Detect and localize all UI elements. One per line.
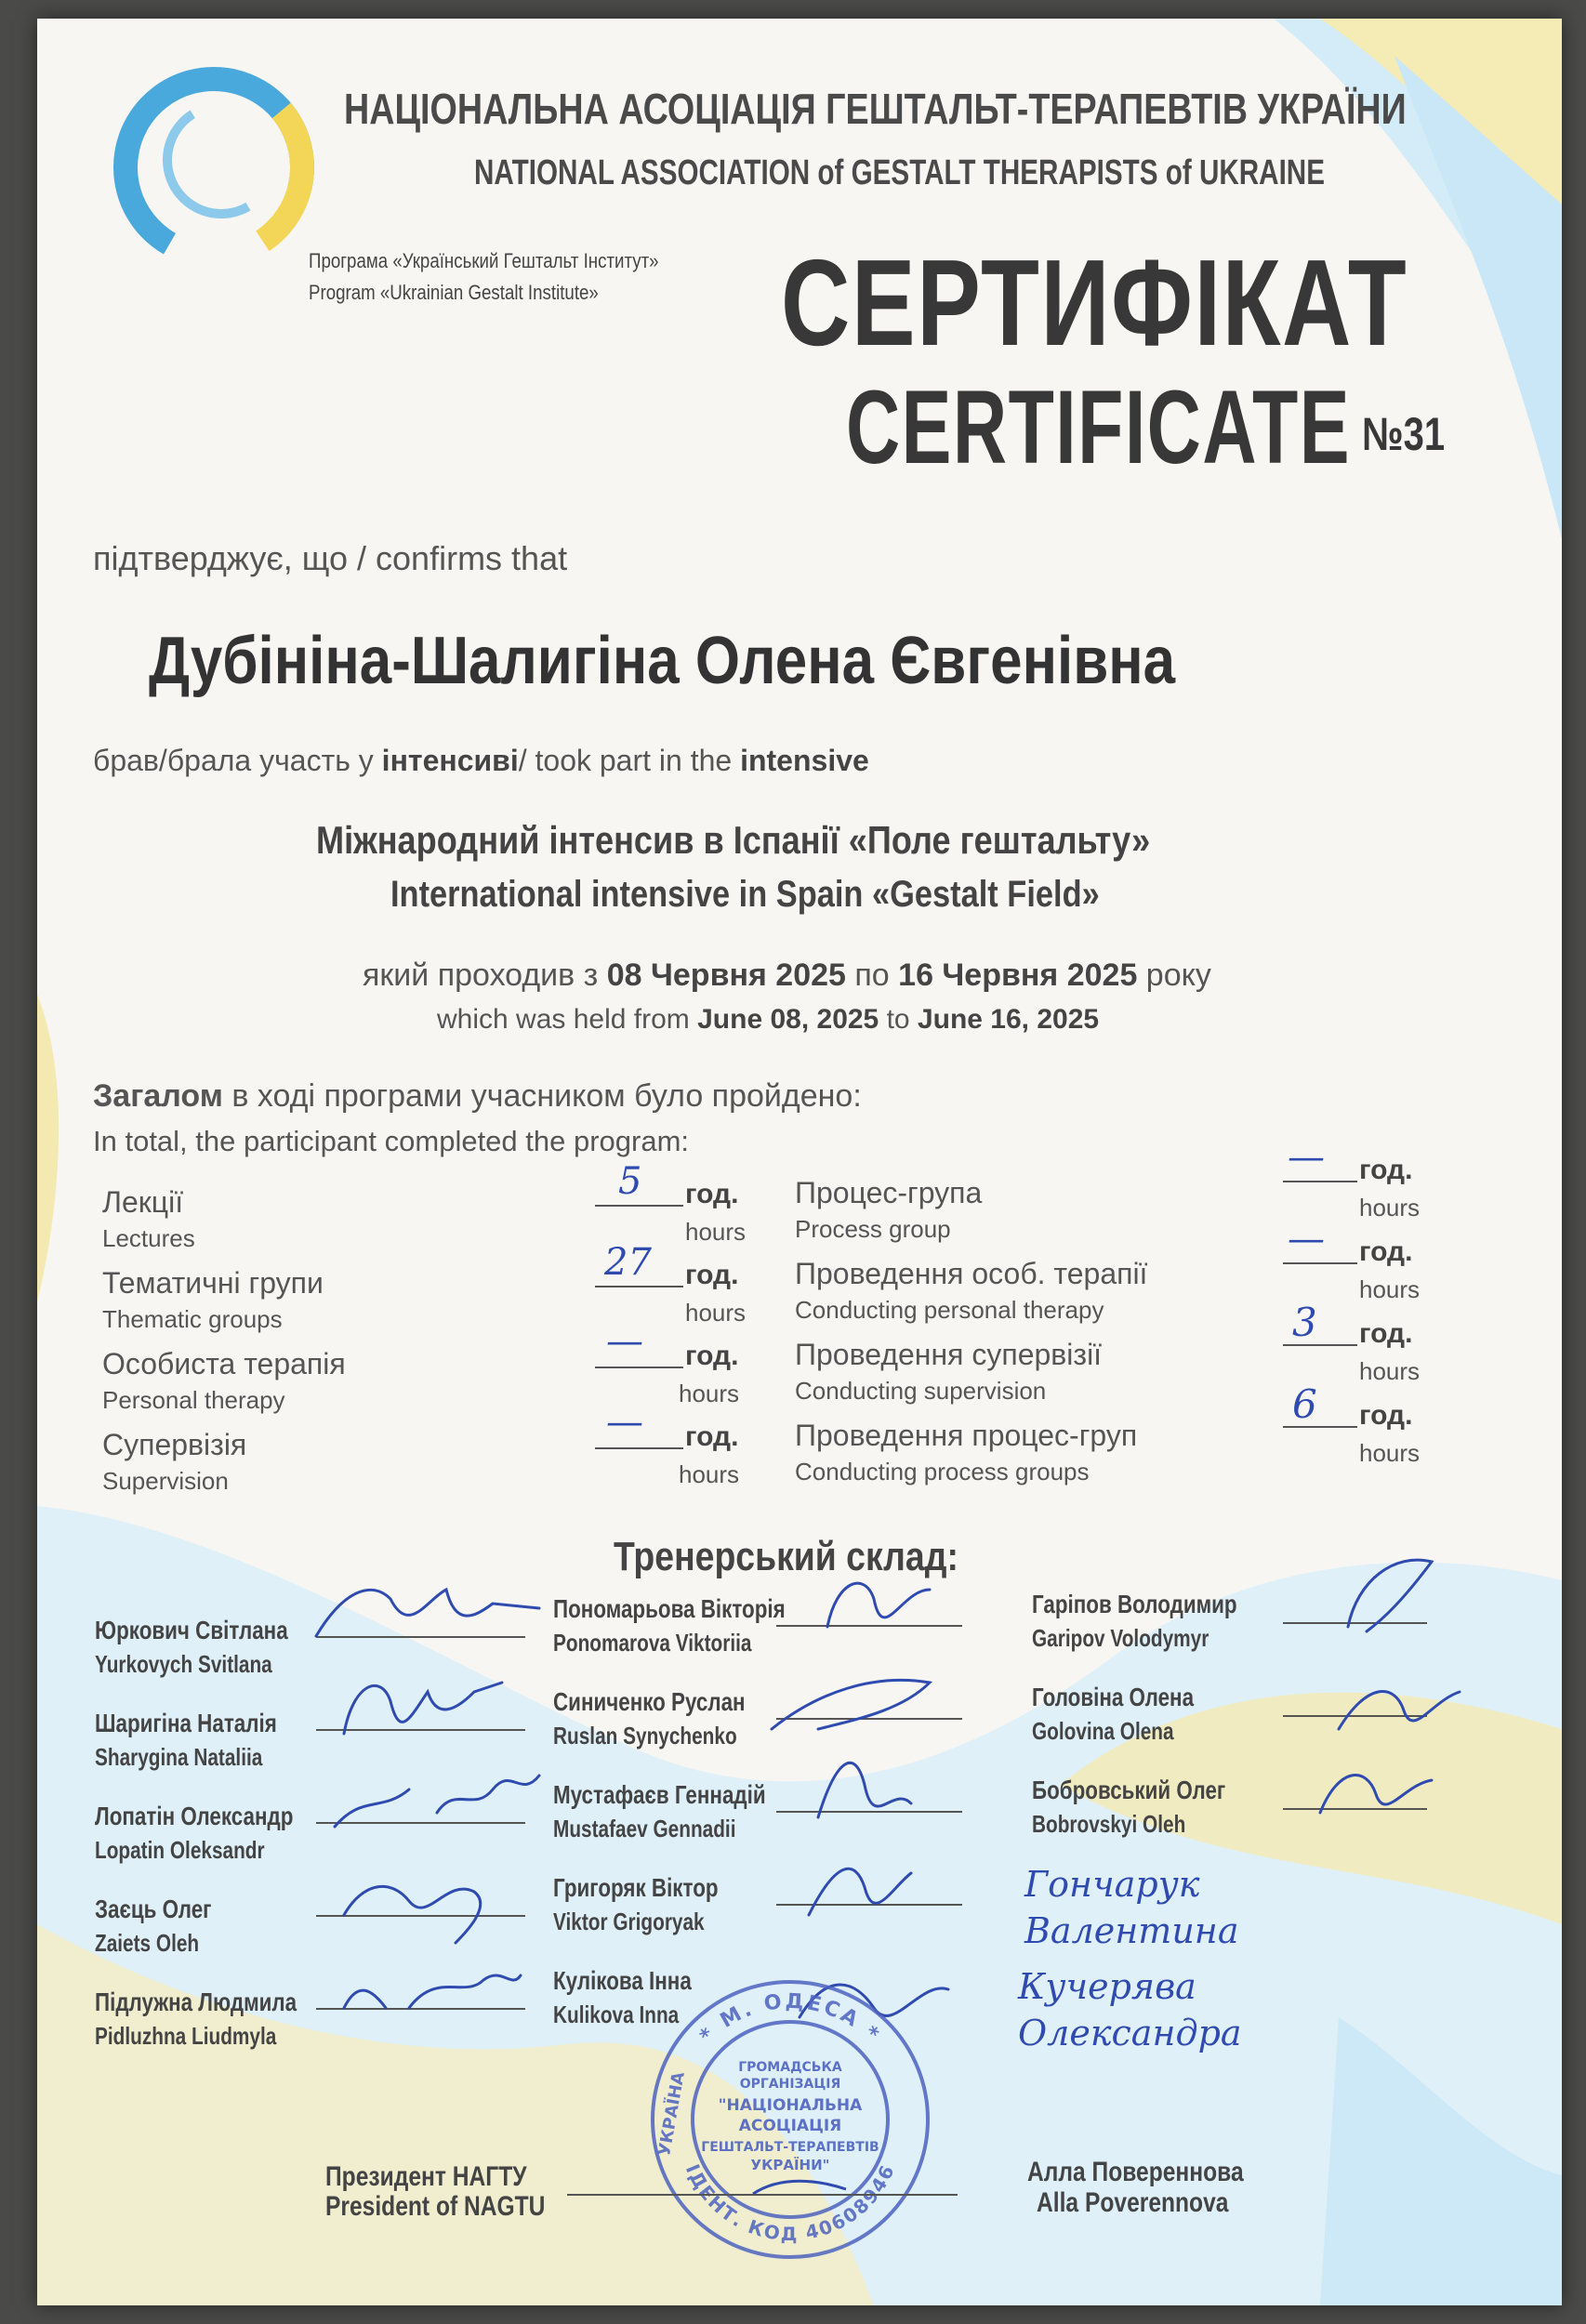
took-ua: брав/брала участь у bbox=[93, 744, 382, 777]
stamp-center-line: ГЕШТАЛЬТ-ТЕРАПЕВТІВ bbox=[701, 2140, 879, 2155]
trainer-name-ua: Підлужна Людмила bbox=[95, 1987, 297, 2016]
president-title-ua: Президент НАГТУ bbox=[325, 2161, 527, 2192]
program-name-ua: Програма «Український Гештальт Інститут» bbox=[309, 249, 659, 272]
hours-label-en: Thematic groups bbox=[102, 1305, 283, 1333]
trainer-name-en: Kulikova Inna bbox=[553, 2000, 680, 2028]
certificate-title-ua: СЕРТИФІКАТ bbox=[781, 234, 1408, 371]
hours-label-en: Conducting process groups bbox=[795, 1458, 1090, 1486]
trainer-name-en: Mustafaev Gennadii bbox=[553, 1815, 736, 1842]
trainer-name-en: Bobrovskyi Oleh bbox=[1032, 1810, 1186, 1838]
hours-label-en: Conducting supervision bbox=[795, 1377, 1047, 1405]
held-en-text: to bbox=[879, 1004, 918, 1035]
hours-label-ua: Особиста терапія bbox=[102, 1347, 346, 1380]
trainer-name-ua: Григоряк Віктор bbox=[553, 1873, 719, 1902]
stamp-center-line: УКРАЇНИ" bbox=[750, 2157, 830, 2173]
stamp-center-line: АСОЦІАЦІЯ bbox=[738, 2117, 842, 2135]
trainer-name-ua: Головіна Олена bbox=[1032, 1683, 1195, 1711]
stamp-center-line: ГРОМАДСЬКА bbox=[738, 2060, 842, 2075]
held-en-text: which was held from bbox=[437, 1004, 698, 1035]
hours-unit: год. bbox=[1359, 1236, 1413, 1267]
handwritten-trainer-name: Олександра bbox=[1018, 2013, 1242, 2053]
held-ua-text: який проходив з bbox=[363, 957, 607, 993]
hours-unit-en: hours bbox=[679, 1380, 740, 1407]
org-name-ua: НАЦІОНАЛЬНА АСОЦІАЦІЯ ГЕШТАЛЬТ-ТЕРАПЕВТІВ УКРАЇНИ bbox=[344, 85, 1407, 133]
hours-unit-en: hours bbox=[1359, 1194, 1421, 1221]
handwritten-trainer-name: Гончарук bbox=[1024, 1864, 1200, 1905]
trainer-name-ua: Лопатін Олександр bbox=[95, 1802, 294, 1830]
hours-value-lectures: 5 bbox=[618, 1160, 642, 1203]
trainer-name-ua: Бобровський Олег bbox=[1032, 1776, 1226, 1804]
stamp-center-line: "НАЦІОНАЛЬНА bbox=[718, 2096, 863, 2115]
trainer-name-en: Golovina Olena bbox=[1032, 1717, 1174, 1745]
hours-unit-en: hours bbox=[685, 1218, 747, 1246]
certificate-title-en: CERTIFICATE bbox=[846, 369, 1351, 485]
certificate-sheet bbox=[37, 19, 1562, 2305]
hours-label-ua: Проведення супервізії bbox=[795, 1338, 1103, 1371]
hours-value-conducting-personal: — bbox=[1288, 1218, 1325, 1261]
intensive-title-ua: Міжнародний інтенсив в Іспанії «Поле гештальту» bbox=[316, 818, 1151, 862]
trainer-signatures bbox=[37, 19, 1562, 2305]
held-ua-text: року bbox=[1137, 957, 1211, 993]
stamp-ring-left: УКРАЇНА bbox=[654, 2070, 689, 2158]
hours-label-ua: Тематичні групи bbox=[102, 1266, 324, 1300]
trainer-name-en: Pidluzhna Liudmyla bbox=[95, 2022, 277, 2050]
hours-unit: год. bbox=[685, 1421, 739, 1452]
hours-label-en: Personal therapy bbox=[102, 1386, 285, 1414]
hours-unit-en: hours bbox=[679, 1460, 740, 1488]
trainer-name-ua: Шаригіна Наталія bbox=[95, 1709, 277, 1737]
hours-label-en: Conducting personal therapy bbox=[795, 1296, 1104, 1324]
handwritten-trainer-name: Кучерява bbox=[1018, 1966, 1196, 2007]
hours-label-ua: Проведення процес-груп bbox=[795, 1419, 1138, 1452]
confirms-en: confirms that bbox=[376, 539, 568, 577]
org-name-en: NATIONAL ASSOCIATION of GESTALT THERAPISTS of UKRAINE bbox=[474, 153, 1325, 192]
hours-label-ua: Процес-група bbox=[795, 1176, 983, 1209]
participant-name: Дубініна-Шалигіна Олена Євгенівна bbox=[149, 624, 1176, 698]
hours-label-ua: Супервізія bbox=[102, 1428, 247, 1461]
hours-unit-en: hours bbox=[1359, 1357, 1421, 1385]
trainers-heading: Тренерський склад: bbox=[614, 1534, 958, 1579]
hours-value-personal-therapy: — bbox=[606, 1320, 643, 1363]
program-name-en: Program «Ukrainian Gestalt Institute» bbox=[309, 281, 599, 304]
held-ua-text: по bbox=[845, 957, 899, 993]
stamp-ring-bottom: ІДЕНТ. КОД 40608946 bbox=[681, 2160, 900, 2246]
hours-value-conducting-supervision: 3 bbox=[1292, 1300, 1317, 1345]
handwritten-trainer-name: Валентина bbox=[1024, 1910, 1239, 1951]
trainer-name-en: Yurkovych Svitlana bbox=[95, 1650, 272, 1678]
hours-label-ua: Лекції bbox=[102, 1185, 184, 1219]
trainer-name-ua: Гарiпов Володимир bbox=[1032, 1590, 1237, 1618]
held-en-to: June 16, 2025 bbox=[917, 1004, 1100, 1035]
hours-unit-en: hours bbox=[1359, 1439, 1421, 1467]
hours-value-conducting-process-groups: 6 bbox=[1292, 1381, 1317, 1427]
trainer-name-ua: Синиченко Руслан bbox=[553, 1687, 746, 1716]
trainer-name-en: Lopatin Oleksandr bbox=[95, 1836, 265, 1864]
hours-unit: год. bbox=[685, 1260, 739, 1290]
total-ua-bold: Загалом bbox=[93, 1078, 223, 1114]
hours-unit: год. bbox=[685, 1340, 739, 1371]
hours-unit: год. bbox=[1359, 1400, 1413, 1431]
trainer-name-en: Zaiets Oleh bbox=[95, 1929, 200, 1957]
took-en-bold: intensive bbox=[740, 744, 869, 777]
intensive-title-en: International intensive in Spain «Gestalt Field» bbox=[390, 874, 1100, 915]
hours-label-en: Supervision bbox=[102, 1467, 229, 1495]
hours-label-en: Lectures bbox=[102, 1224, 195, 1252]
trainer-name-en: Ruslan Synychenko bbox=[553, 1722, 737, 1750]
organization-stamp-icon bbox=[641, 1971, 939, 2268]
hours-label-en: Process group bbox=[795, 1215, 951, 1243]
total-heading-en: In total, the participant completed the program: bbox=[93, 1125, 690, 1157]
hours-unit: год. bbox=[1359, 1318, 1413, 1349]
hours-unit: год. bbox=[1359, 1155, 1413, 1185]
trainer-name-ua: Мустафаєв Геннадій bbox=[553, 1780, 766, 1809]
confirms-ua: підтверджує, що / bbox=[93, 539, 377, 577]
total-ua-text: в ході програми учасником було пройдено: bbox=[222, 1078, 862, 1114]
hours-label-ua: Проведення особ. терапії bbox=[795, 1257, 1148, 1290]
trainer-name-en: Garipov Volodymyr bbox=[1032, 1624, 1209, 1652]
hours-value-process-group: — bbox=[1288, 1136, 1325, 1179]
trainer-name-ua: Юркович Світлана bbox=[95, 1616, 288, 1644]
trainer-name-en: Sharygina Nataliia bbox=[95, 1743, 263, 1771]
hours-unit: год. bbox=[685, 1179, 739, 1209]
held-ua-from: 08 Червня 2025 bbox=[606, 957, 846, 993]
took-en: / took part in the bbox=[518, 744, 741, 777]
took-ua-bold: інтенсиві bbox=[381, 744, 519, 777]
hours-unit-en: hours bbox=[1359, 1275, 1421, 1303]
stamp-center-line: ОРГАНІЗАЦІЯ bbox=[739, 2077, 841, 2092]
certificate-number: №31 bbox=[1362, 408, 1446, 460]
hours-unit-en: hours bbox=[685, 1299, 747, 1327]
signer-name-en: Alla Poverennova bbox=[1037, 2187, 1229, 2218]
trainer-name-ua: Кулікова Інна bbox=[553, 1966, 692, 1995]
hours-value-supervision: — bbox=[606, 1401, 643, 1444]
trainer-name-ua: Пономарьова Вікторія bbox=[553, 1594, 786, 1623]
hours-value-thematic: 27 bbox=[604, 1241, 652, 1284]
stamp-ring-top: * М. ОДЕСА * bbox=[695, 1989, 885, 2049]
trainer-name-en: Ponomarova Viktoriia bbox=[553, 1629, 752, 1657]
held-en-from: June 08, 2025 bbox=[697, 1004, 879, 1035]
signer-name-ua: Алла Повереннова bbox=[1027, 2157, 1244, 2187]
trainer-name-ua: Заєць Олег bbox=[95, 1895, 212, 1923]
trainer-name-en: Viktor Grigoryak bbox=[553, 1908, 705, 1935]
president-title-en: President of NAGTU bbox=[325, 2191, 546, 2222]
held-ua-to: 16 Червня 2025 bbox=[898, 957, 1138, 993]
